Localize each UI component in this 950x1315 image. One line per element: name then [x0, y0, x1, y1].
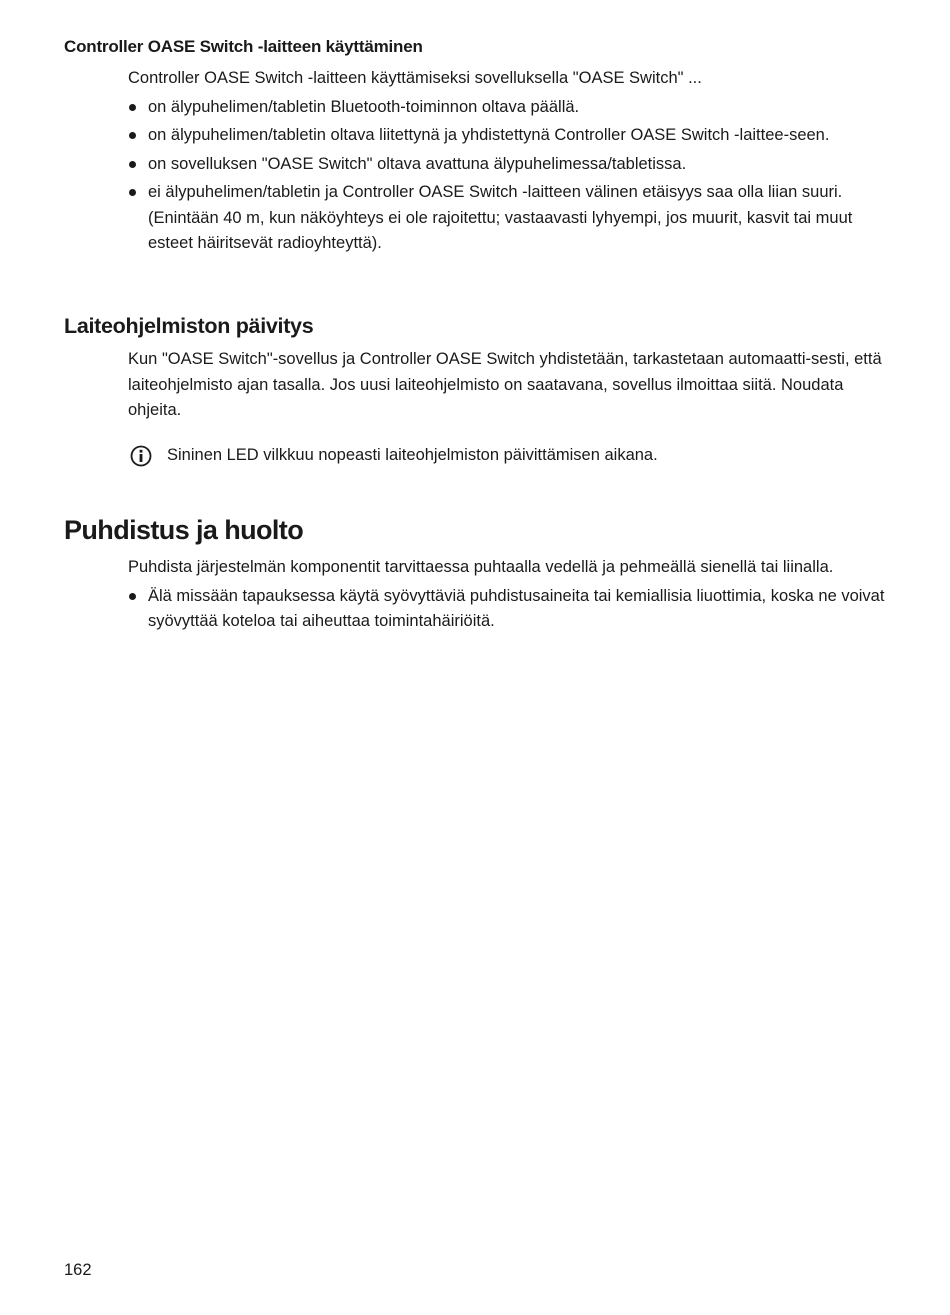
list-item: on sovelluksen "OASE Switch" oltava avattuna älypuhelimessa/tabletissa. [128, 152, 888, 178]
firmware-body [128, 347, 888, 424]
controller-usage-body [128, 66, 888, 257]
heading-cleaning-maintenance: Puhdistus ja huolto [64, 515, 304, 545]
list-item: Älä missään tapauksessa käytä syövyttäviä puhdistusaineita tai kemiallisia liuottimia, koska ne voivat syövyttää koteloa tai aiheuttaa toimintahäiriöitä. [128, 584, 888, 635]
firmware-paragraph: Kun "OASE Switch"-sovellus ja Controller OASE Switch yhdistetään, tarkastetaan automaatti-sesti, että laiteohjelmisto ajan tasalla. Jos uusi laiteohjelmisto on saatavana, sovellus ilmoittaa siitä. Noudata ohjeita. [128, 350, 882, 419]
list-item: on älypuhelimen/tabletin oltava liitettynä ja yhdistettynä Controller OASE Switch -laittee-seen. [128, 123, 888, 149]
firmware-note-text: Sininen LED vilkkuu nopeasti laiteohjelmiston päivittämisen aikana. [167, 446, 658, 464]
cleaning-warnings-list [128, 584, 888, 635]
controller-requirements-list [128, 95, 888, 257]
heading-firmware-update: Laiteohjelmiston päivitys [64, 314, 314, 338]
controller-usage-intro: Controller OASE Switch -laitteen käyttämiseksi sovelluksella "OASE Switch" ... [128, 69, 702, 87]
cleaning-body [128, 555, 888, 635]
cleaning-paragraph: Puhdista järjestelmän komponentit tarvittaessa puhtaalla vedellä ja pehmeällä sienellä tai liinalla. [128, 558, 834, 576]
heading-controller-usage: Controller OASE Switch -laitteen käyttäminen [64, 37, 423, 56]
page-number: 162 [64, 1261, 92, 1279]
info-icon [130, 445, 152, 467]
list-item: ei älypuhelimen/tabletin ja Controller OASE Switch -laitteen välinen etäisyys saa olla liian suuri. (Enintään 40 m, kun näköyhteys ei ole rajoitettu; vastaavasti lyhyempi, jos muurit, kasvit tai muut esteet häiritsevät radioyhteyttä). [128, 180, 888, 257]
firmware-note [130, 443, 890, 468]
list-item: on älypuhelimen/tabletin Bluetooth-toiminnon oltava päällä. [128, 95, 888, 121]
